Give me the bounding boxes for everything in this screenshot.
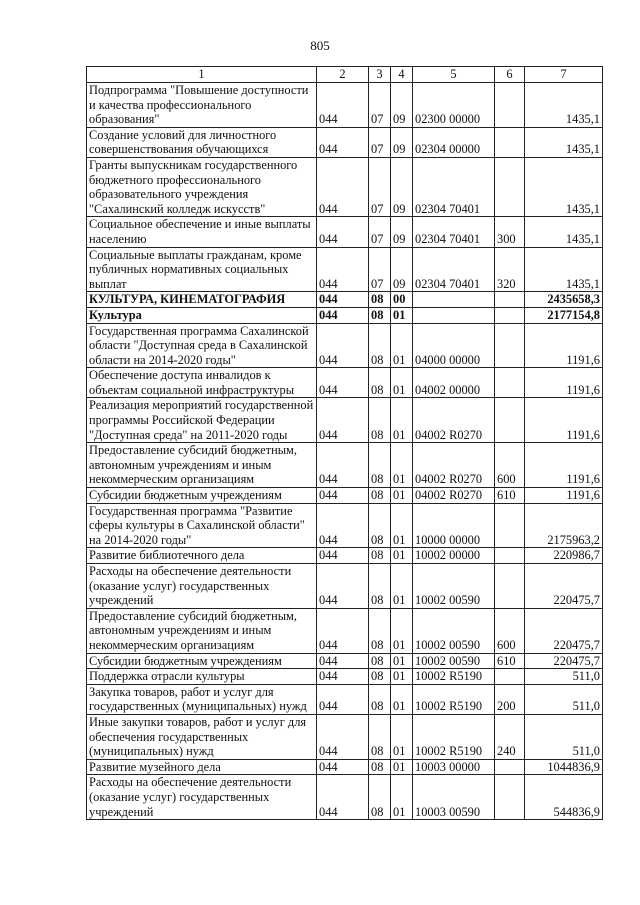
row-amount: 1435,1 xyxy=(525,247,603,292)
row-admin-code: 044 xyxy=(317,759,369,775)
row-subsection: 01 xyxy=(391,775,413,820)
row-subsection: 01 xyxy=(391,323,413,368)
row-expense-type: 610 xyxy=(495,488,525,504)
table-row xyxy=(87,775,603,820)
row-section: 08 xyxy=(369,443,391,488)
row-admin-code: 044 xyxy=(317,127,369,157)
row-amount: 511,0 xyxy=(525,669,603,685)
row-subsection: 01 xyxy=(391,368,413,398)
row-target-article: 02304 00000 xyxy=(413,127,495,157)
row-name: Развитие библиотечного дела xyxy=(87,548,317,564)
row-admin-code: 044 xyxy=(317,714,369,759)
row-target-article: 10000 00000 xyxy=(413,503,495,548)
row-expense-type xyxy=(495,669,525,685)
row-expense-type: 200 xyxy=(495,684,525,714)
row-expense-type xyxy=(495,323,525,368)
row-amount: 544836,9 xyxy=(525,775,603,820)
table-row xyxy=(87,292,603,308)
row-name: Государственная программа Сахалинской области "Доступная среда в Сахалинской области на 2014-2020 годы" xyxy=(87,323,317,368)
row-admin-code: 044 xyxy=(317,323,369,368)
row-section: 07 xyxy=(369,247,391,292)
table-row xyxy=(87,323,603,368)
row-subsection: 01 xyxy=(391,608,413,653)
row-amount: 1044836,9 xyxy=(525,759,603,775)
row-expense-type xyxy=(495,398,525,443)
row-amount: 220986,7 xyxy=(525,548,603,564)
row-subsection: 01 xyxy=(391,307,413,323)
header-row xyxy=(87,67,603,83)
row-target-article: 04002 R0270 xyxy=(413,398,495,443)
table-row xyxy=(87,669,603,685)
row-section: 08 xyxy=(369,503,391,548)
table-row xyxy=(87,157,603,216)
row-target-article: 04002 R0270 xyxy=(413,443,495,488)
row-name: Предоставление субсидий бюджетным, автономным учреждениям и иным некоммерческим организациям xyxy=(87,443,317,488)
header-col-7: 7 xyxy=(525,67,603,83)
row-target-article: 10002 R5190 xyxy=(413,669,495,685)
row-amount: 511,0 xyxy=(525,714,603,759)
row-target-article: 10002 R5190 xyxy=(413,684,495,714)
row-section: 08 xyxy=(369,548,391,564)
row-subsection: 09 xyxy=(391,217,413,247)
row-admin-code: 044 xyxy=(317,83,369,128)
row-expense-type: 300 xyxy=(495,217,525,247)
row-name: Гранты выпускникам государственного бюджетного профессионального образовательного учреждения "Сахалинский колледж искусств" xyxy=(87,157,317,216)
row-subsection: 01 xyxy=(391,714,413,759)
row-amount: 220475,7 xyxy=(525,608,603,653)
row-amount: 1435,1 xyxy=(525,83,603,128)
row-section: 08 xyxy=(369,714,391,759)
row-subsection: 01 xyxy=(391,548,413,564)
row-target-article: 10003 00000 xyxy=(413,759,495,775)
row-subsection: 01 xyxy=(391,669,413,685)
row-name: Субсидии бюджетным учреждениям xyxy=(87,488,317,504)
row-name: Развитие музейного дела xyxy=(87,759,317,775)
row-admin-code: 044 xyxy=(317,669,369,685)
row-admin-code: 044 xyxy=(317,608,369,653)
row-expense-type xyxy=(495,83,525,128)
row-amount: 511,0 xyxy=(525,684,603,714)
row-expense-type xyxy=(495,775,525,820)
row-expense-type: 600 xyxy=(495,608,525,653)
header-col-1: 1 xyxy=(87,67,317,83)
table-row xyxy=(87,307,603,323)
row-section: 07 xyxy=(369,217,391,247)
row-target-article xyxy=(413,292,495,308)
header-col-5: 5 xyxy=(413,67,495,83)
row-amount: 1191,6 xyxy=(525,368,603,398)
row-admin-code: 044 xyxy=(317,775,369,820)
row-target-article: 02304 70401 xyxy=(413,247,495,292)
row-name: Субсидии бюджетным учреждениям xyxy=(87,653,317,669)
row-amount: 1191,6 xyxy=(525,443,603,488)
header-col-2: 2 xyxy=(317,67,369,83)
row-section: 08 xyxy=(369,669,391,685)
table-body xyxy=(87,83,603,820)
table-row xyxy=(87,443,603,488)
table-row xyxy=(87,368,603,398)
table-row xyxy=(87,398,603,443)
row-subsection: 09 xyxy=(391,83,413,128)
table-row xyxy=(87,564,603,609)
row-expense-type xyxy=(495,548,525,564)
row-expense-type xyxy=(495,759,525,775)
row-admin-code: 044 xyxy=(317,503,369,548)
row-name: Социальные выплаты гражданам, кроме публичных нормативных социальных выплат xyxy=(87,247,317,292)
row-admin-code: 044 xyxy=(317,684,369,714)
row-amount: 1191,6 xyxy=(525,323,603,368)
row-amount: 220475,7 xyxy=(525,564,603,609)
row-target-article xyxy=(413,307,495,323)
row-amount: 1435,1 xyxy=(525,217,603,247)
row-admin-code: 044 xyxy=(317,548,369,564)
row-section: 08 xyxy=(369,564,391,609)
row-subsection: 01 xyxy=(391,564,413,609)
row-admin-code: 044 xyxy=(317,368,369,398)
row-subsection: 00 xyxy=(391,292,413,308)
row-admin-code: 044 xyxy=(317,292,369,308)
row-subsection: 01 xyxy=(391,443,413,488)
row-admin-code: 044 xyxy=(317,398,369,443)
row-target-article: 04002 R0270 xyxy=(413,488,495,504)
row-name: КУЛЬТУРА, КИНЕМАТОГРАФИЯ xyxy=(87,292,317,308)
row-section: 08 xyxy=(369,368,391,398)
row-expense-type xyxy=(495,503,525,548)
table-row xyxy=(87,503,603,548)
row-name: Культура xyxy=(87,307,317,323)
table-row xyxy=(87,83,603,128)
row-section: 08 xyxy=(369,307,391,323)
row-admin-code: 044 xyxy=(317,307,369,323)
row-target-article: 10002 00590 xyxy=(413,564,495,609)
row-admin-code: 044 xyxy=(317,443,369,488)
row-subsection: 01 xyxy=(391,488,413,504)
row-section: 08 xyxy=(369,398,391,443)
row-amount: 1191,6 xyxy=(525,488,603,504)
row-subsection: 01 xyxy=(391,759,413,775)
row-subsection: 01 xyxy=(391,684,413,714)
row-amount: 1435,1 xyxy=(525,157,603,216)
table-row xyxy=(87,684,603,714)
table-row xyxy=(87,653,603,669)
row-amount: 1435,1 xyxy=(525,127,603,157)
row-section: 08 xyxy=(369,759,391,775)
table-row xyxy=(87,217,603,247)
row-name: Подпрограмма "Повышение доступности и качества профессионального образования" xyxy=(87,83,317,128)
table-row xyxy=(87,127,603,157)
row-name: Реализация мероприятий государственной программы Российской Федерации "Доступная среда" на 2011-2020 годы xyxy=(87,398,317,443)
row-admin-code: 044 xyxy=(317,217,369,247)
row-target-article: 10002 00590 xyxy=(413,653,495,669)
row-expense-type xyxy=(495,564,525,609)
row-expense-type: 320 xyxy=(495,247,525,292)
row-name: Государственная программа "Развитие сферы культуры в Сахалинской области" на 2014-2020 годы" xyxy=(87,503,317,548)
row-name: Иные закупки товаров, работ и услуг для обеспечения государственных (муниципальных) нужд xyxy=(87,714,317,759)
row-subsection: 01 xyxy=(391,503,413,548)
row-name: Расходы на обеспечение деятельности (оказание услуг) государственных учреждений xyxy=(87,775,317,820)
row-expense-type: 610 xyxy=(495,653,525,669)
header-col-4: 4 xyxy=(391,67,413,83)
row-amount: 2177154,8 xyxy=(525,307,603,323)
row-admin-code: 044 xyxy=(317,247,369,292)
row-admin-code: 044 xyxy=(317,653,369,669)
row-section: 07 xyxy=(369,127,391,157)
row-section: 08 xyxy=(369,488,391,504)
row-target-article: 10002 R5190 xyxy=(413,714,495,759)
row-subsection: 09 xyxy=(391,247,413,292)
row-name: Предоставление субсидий бюджетным, автономным учреждениям и иным некоммерческим организациям xyxy=(87,608,317,653)
row-expense-type xyxy=(495,307,525,323)
row-subsection: 01 xyxy=(391,653,413,669)
row-expense-type xyxy=(495,368,525,398)
header-col-3: 3 xyxy=(369,67,391,83)
row-section: 08 xyxy=(369,653,391,669)
row-admin-code: 044 xyxy=(317,488,369,504)
row-expense-type: 600 xyxy=(495,443,525,488)
row-name: Обеспечение доступа инвалидов к объектам социальной инфраструктуры xyxy=(87,368,317,398)
row-target-article: 10002 00000 xyxy=(413,548,495,564)
row-name: Поддержка отрасли культуры xyxy=(87,669,317,685)
row-section: 08 xyxy=(369,608,391,653)
row-section: 07 xyxy=(369,157,391,216)
table-row xyxy=(87,608,603,653)
row-expense-type xyxy=(495,292,525,308)
row-subsection: 01 xyxy=(391,398,413,443)
row-target-article: 02300 00000 xyxy=(413,83,495,128)
row-subsection: 09 xyxy=(391,127,413,157)
table-row xyxy=(87,488,603,504)
budget-table xyxy=(86,66,603,820)
table-row xyxy=(87,548,603,564)
row-section: 08 xyxy=(369,684,391,714)
row-name: Расходы на обеспечение деятельности (оказание услуг) государственных учреждений xyxy=(87,564,317,609)
row-name: Социальное обеспечение и иные выплаты населению xyxy=(87,217,317,247)
row-name: Создание условий для личностного совершенствования обучающихся xyxy=(87,127,317,157)
row-amount: 1191,6 xyxy=(525,398,603,443)
row-admin-code: 044 xyxy=(317,157,369,216)
row-name: Закупка товаров, работ и услуг для государственных (муниципальных) нужд xyxy=(87,684,317,714)
table-row xyxy=(87,759,603,775)
row-amount: 2435658,3 xyxy=(525,292,603,308)
row-target-article: 04002 00000 xyxy=(413,368,495,398)
row-expense-type xyxy=(495,127,525,157)
page-number: 805 xyxy=(310,38,330,53)
table-row xyxy=(87,247,603,292)
row-target-article: 04000 00000 xyxy=(413,323,495,368)
row-amount: 2175963,2 xyxy=(525,503,603,548)
row-expense-type xyxy=(495,157,525,216)
row-admin-code: 044 xyxy=(317,564,369,609)
row-subsection: 09 xyxy=(391,157,413,216)
row-section: 08 xyxy=(369,292,391,308)
row-target-article: 10003 00590 xyxy=(413,775,495,820)
row-section: 08 xyxy=(369,323,391,368)
row-target-article: 02304 70401 xyxy=(413,217,495,247)
row-section: 08 xyxy=(369,775,391,820)
row-amount: 220475,7 xyxy=(525,653,603,669)
row-target-article: 02304 70401 xyxy=(413,157,495,216)
row-expense-type: 240 xyxy=(495,714,525,759)
row-section: 07 xyxy=(369,83,391,128)
table-row xyxy=(87,714,603,759)
header-col-6: 6 xyxy=(495,67,525,83)
row-target-article: 10002 00590 xyxy=(413,608,495,653)
